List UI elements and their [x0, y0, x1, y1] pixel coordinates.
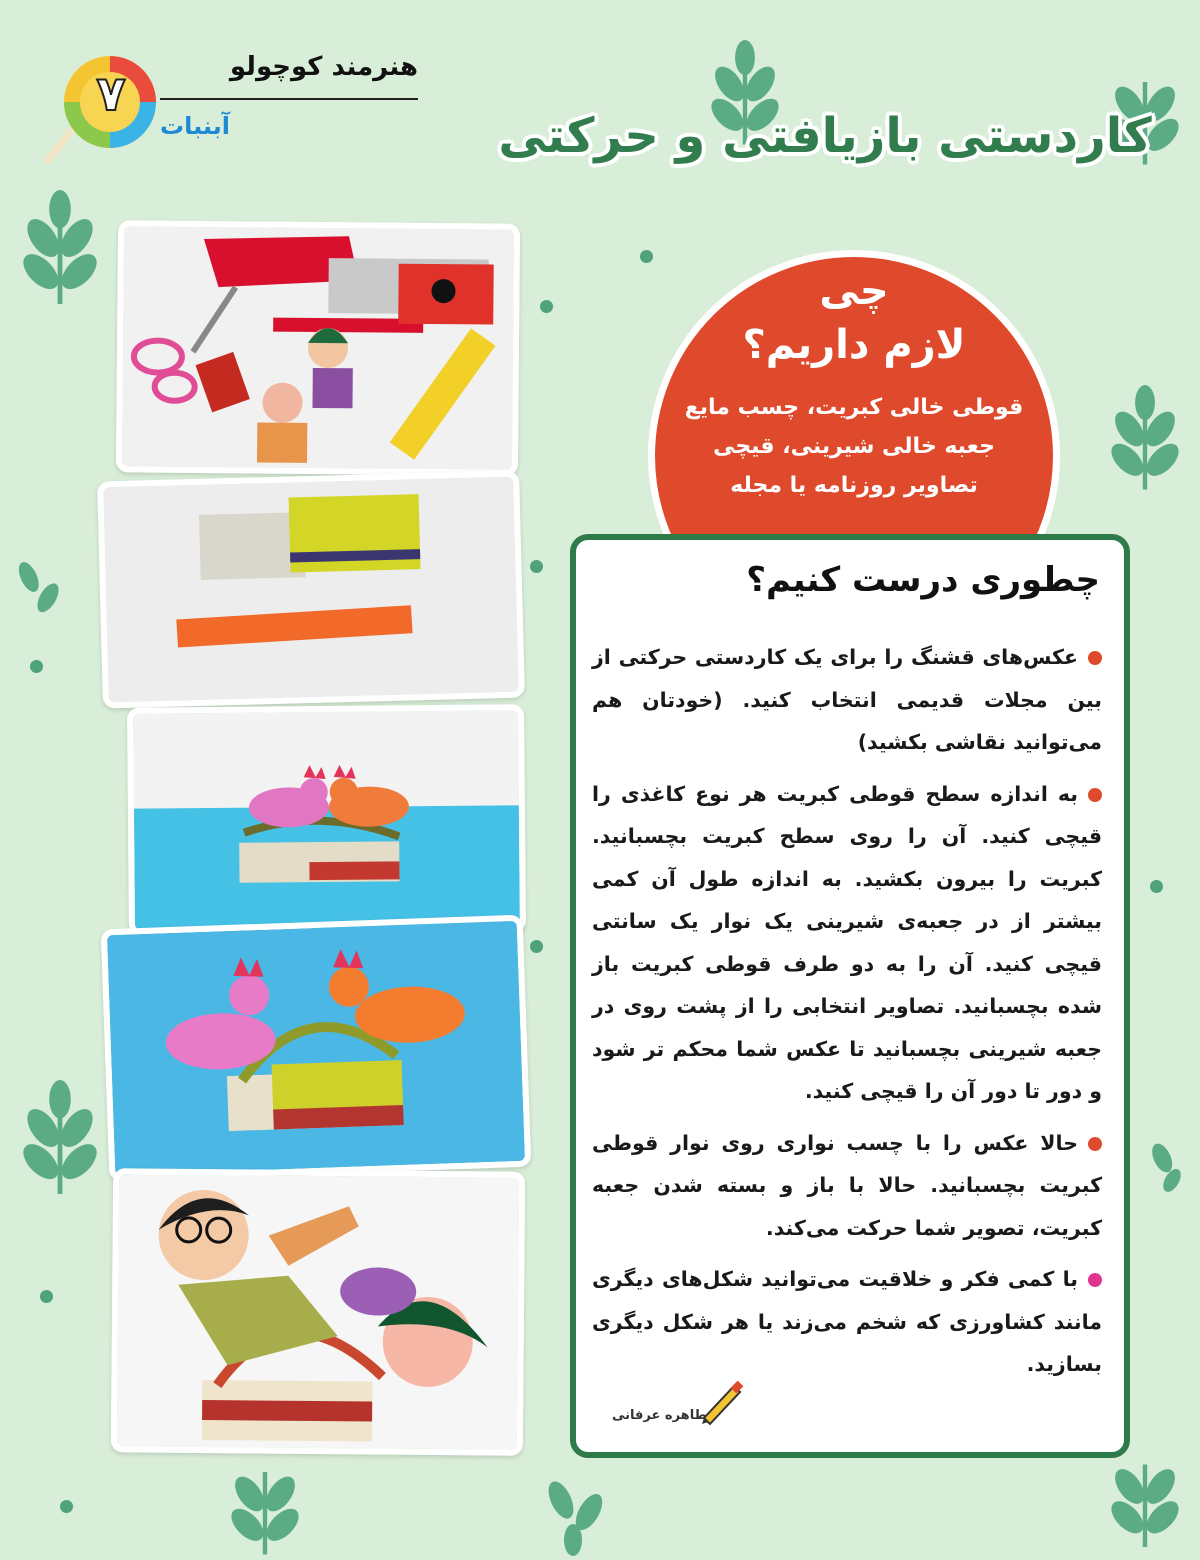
decor-dot [530, 940, 543, 953]
decor-dot [60, 1500, 73, 1513]
decor-dot [1150, 880, 1163, 893]
materials-item: جعبه خالی شیرینی، قیچی [713, 434, 995, 459]
step-item [592, 773, 1102, 1113]
author-name: طاهره عرفانی [612, 1408, 707, 1423]
instructions-title: چطوری درست کنیم؟ [746, 560, 1100, 600]
materials-item: تصاویر روزنامه یا مجله [730, 473, 978, 498]
materials-question-line2: لازم داریم؟ [742, 322, 966, 368]
magazine-logo: آبنبات [160, 112, 230, 140]
leaf-icon [520, 1460, 630, 1560]
step-item [592, 1122, 1102, 1250]
decor-dot [640, 250, 653, 263]
leaf-icon [1090, 380, 1200, 500]
bullet-dot [1088, 651, 1102, 665]
bullet-dot [1088, 1137, 1102, 1151]
page-title: کاردستی بازیافتی و حرکتی [498, 108, 1152, 164]
leaf-icon [0, 190, 120, 310]
leaf-icon [0, 1080, 120, 1200]
photo-roosters-closed [127, 704, 526, 935]
leaf-icon [0, 530, 80, 640]
decor-dot [530, 560, 543, 573]
photo-matchbox-strip [97, 471, 525, 709]
materials-list [670, 388, 1038, 505]
bullet-dot [1088, 788, 1102, 802]
leaf-icon [1130, 1120, 1200, 1210]
decor-dot [30, 660, 43, 673]
step-text: حالا عکس را با چسب نواری روی نوار قوطی کبریت بچسبانید. حالا با باز و بسته شدن جعبه کبریت، تصویر شما حرکت می‌کند. [592, 1130, 1102, 1240]
leaf-icon [200, 1450, 330, 1560]
step-item [592, 636, 1102, 764]
page-number: ۷ [96, 66, 126, 122]
materials-question-line1: چی [819, 268, 889, 314]
header-divider [160, 98, 418, 100]
step-item [592, 1258, 1102, 1386]
decor-dot [40, 1290, 53, 1303]
step-text: عکس‌های قشنگ را برای یک کاردستی حرکتی از بین مجلات قدیمی انتخاب کنید. (خودتان هم می‌توانید نقاشی بکشید) [592, 645, 1102, 754]
decor-dot [540, 300, 553, 313]
pencil-icon [700, 1378, 748, 1426]
photo-materials [116, 220, 520, 475]
photo-roosters-open [101, 915, 532, 1182]
materials-item: قوطی خالی کبریت، چسب مایع [684, 395, 1024, 420]
section-title: هنرمند کوچولو [229, 52, 418, 82]
photo-kids-craft [111, 1168, 525, 1456]
bullet-dot [1088, 1273, 1102, 1287]
step-text: با کمی فکر و خلاقیت می‌توانید شکل‌های دیگری مانند کشاورزی که شخم می‌زند یا هر شکل دیگری بسازید. [592, 1267, 1102, 1376]
step-text: به اندازه سطح قوطی کبریت هر نوع کاغذی را قیچی کنید. آن را روی سطح کبریت بچسبانید. کبریت را بیرون بکشید. به اندازه طول آن کمی بیشتر از در جعبه‌ی شیرینی یک نوار یک سانتی قیچی کنید. آن را به دو طرف قوطی کبریت باز شده بچسبانید. تصاویر انتخابی را از پشت روی در جعبه شیرینی بچسبانید تا عکس شما محکم تر شود و دور تا دور آن را قیچی کنید. [592, 781, 1102, 1103]
instructions-steps [592, 636, 1102, 1395]
